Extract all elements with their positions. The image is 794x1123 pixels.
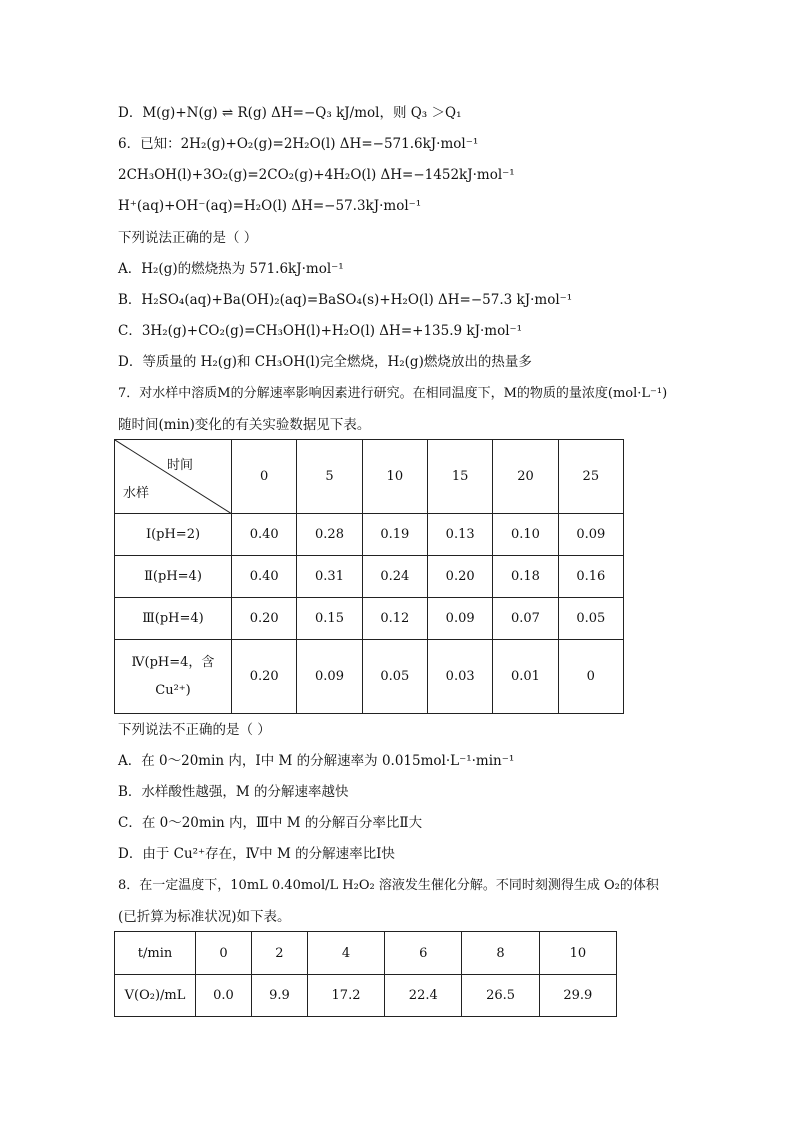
q6-equation-3: H⁺(aq)+OH⁻(aq)=H₂O(l) ΔH=−57.3kJ·mol⁻¹ — [118, 198, 422, 214]
header-sample: 水样 — [123, 486, 150, 501]
cell: 0.09 — [558, 514, 623, 556]
cell: 0.01 — [493, 640, 558, 714]
header-time: 时间 — [166, 458, 193, 473]
q6-intro: 6．已知：2H₂(g)+O₂(g)=2H₂O(l) ΔH=−571.6kJ·mol⁻¹ — [118, 136, 479, 152]
cell: 0.13 — [427, 514, 492, 556]
cell: 0.18 — [493, 556, 558, 598]
cell: 9.9 — [251, 975, 307, 1017]
time-header: 20 — [493, 440, 558, 514]
q7-option-b: B．水样酸性越强，M 的分解速率越快 — [118, 784, 349, 800]
cell: 4 — [307, 932, 384, 975]
diagonal-line — [115, 440, 232, 514]
cell: 0.0 — [196, 975, 252, 1017]
q7-table-corner — [115, 440, 232, 514]
q7-intro-2: 随时间(min)变化的有关实验数据见下表。 — [118, 417, 371, 433]
table-row — [115, 514, 624, 556]
cell: 26.5 — [462, 975, 539, 1017]
q8-intro-1: 8．在一定温度下，10mL 0.40mol/L H₂O₂ 溶液发生催化分解。不同时刻测得生成 O₂的体积 — [118, 878, 659, 893]
cell: 0.16 — [558, 556, 623, 598]
cell: 0.12 — [362, 598, 427, 640]
cell: 0.40 — [232, 556, 297, 598]
q7-option-a: A．在 0～20min 内，Ⅰ中 M 的分解速率为 0.015mol·L⁻¹·min⁻¹ — [118, 753, 515, 769]
row-label: V(O₂)/mL — [115, 975, 196, 1017]
table-row — [115, 598, 624, 640]
cell: 0.03 — [427, 640, 492, 714]
row-label: t/min — [115, 932, 196, 975]
q8-table — [114, 931, 617, 1017]
cell: 0.28 — [297, 514, 362, 556]
cell: 10 — [539, 932, 616, 975]
table-row — [115, 556, 624, 598]
q7-intro-1: 7．对水样中溶质M的分解速率影响因素进行研究。在相同温度下，M的物质的量浓度(mol·L⁻¹) — [118, 386, 668, 401]
time-header: 0 — [232, 440, 297, 514]
cell: 29.9 — [539, 975, 616, 1017]
cell: 0.24 — [362, 556, 427, 598]
cell: 22.4 — [385, 975, 462, 1017]
time-header: 25 — [558, 440, 623, 514]
row-label — [115, 640, 232, 714]
cell: 0.05 — [558, 598, 623, 640]
time-header: 5 — [297, 440, 362, 514]
cell: 0.31 — [297, 556, 362, 598]
cell: 0.09 — [297, 640, 362, 714]
cell: 8 — [462, 932, 539, 975]
q6-option-d: D．等质量的 H₂(g)和 CH₃OH(l)完全燃烧，H₂(g)燃烧放出的热量多 — [118, 354, 532, 370]
cell: 0.40 — [232, 514, 297, 556]
cell: 0 — [558, 640, 623, 714]
q6-prompt: 下列说法正确的是（ ） — [118, 230, 258, 246]
table-row — [115, 932, 617, 975]
cell: 0.19 — [362, 514, 427, 556]
cell: 6 — [385, 932, 462, 975]
q5-option-d: D．M(g)+N(g) ⇌ R(g) ΔH=−Q₃ kJ/mol，则 Q₃ ＞Q₁ — [118, 105, 462, 121]
table-row — [115, 640, 624, 714]
cell: 0.07 — [493, 598, 558, 640]
cell: 0.09 — [427, 598, 492, 640]
cell: 0.15 — [297, 598, 362, 640]
cell: 0.20 — [427, 556, 492, 598]
row-label: Ⅱ(pH=4) — [115, 556, 232, 598]
cell: 2 — [251, 932, 307, 975]
time-header: 10 — [362, 440, 427, 514]
row-label: Ⅲ(pH=4) — [115, 598, 232, 640]
cell: 17.2 — [307, 975, 384, 1017]
cell: 0.20 — [232, 640, 297, 714]
q6-option-b: B．H₂SO₄(aq)+Ba(OH)₂(aq)=BaSO₄(s)+H₂O(l) ΔH=−57.3 kJ·mol⁻¹ — [118, 292, 573, 308]
table-row — [115, 975, 617, 1017]
row-label-line-2: Cu²⁺) — [155, 682, 191, 698]
q7-prompt: 下列说法不正确的是（ ） — [118, 722, 271, 738]
q6-equation-2: 2CH₃OH(l)+3O₂(g)=2CO₂(g)+4H₂O(l) ΔH=−1452kJ·mol⁻¹ — [118, 167, 515, 183]
time-header: 15 — [427, 440, 492, 514]
q8-intro-2: (已折算为标准状况)如下表。 — [118, 909, 291, 925]
row-label-line-1: Ⅳ(pH=4，含 — [131, 654, 215, 670]
cell: 0.10 — [493, 514, 558, 556]
cell: 0.05 — [362, 640, 427, 714]
q6-option-a: A．H₂(g)的燃烧热为 571.6kJ·mol⁻¹ — [118, 261, 344, 277]
q7-option-c: C．在 0～20min 内，Ⅲ中 M 的分解百分率比Ⅱ大 — [118, 815, 423, 831]
q6-option-c: C．3H₂(g)+CO₂(g)=CH₃OH(l)+H₂O(l) ΔH=+135.9 kJ·mol⁻¹ — [118, 323, 523, 339]
cell: 0 — [196, 932, 252, 975]
cell: 0.20 — [232, 598, 297, 640]
q7-option-d: D．由于 Cu²⁺存在，Ⅳ中 M 的分解速率比Ⅰ快 — [118, 846, 395, 862]
q7-table — [114, 439, 624, 714]
row-label: Ⅰ(pH=2) — [115, 514, 232, 556]
